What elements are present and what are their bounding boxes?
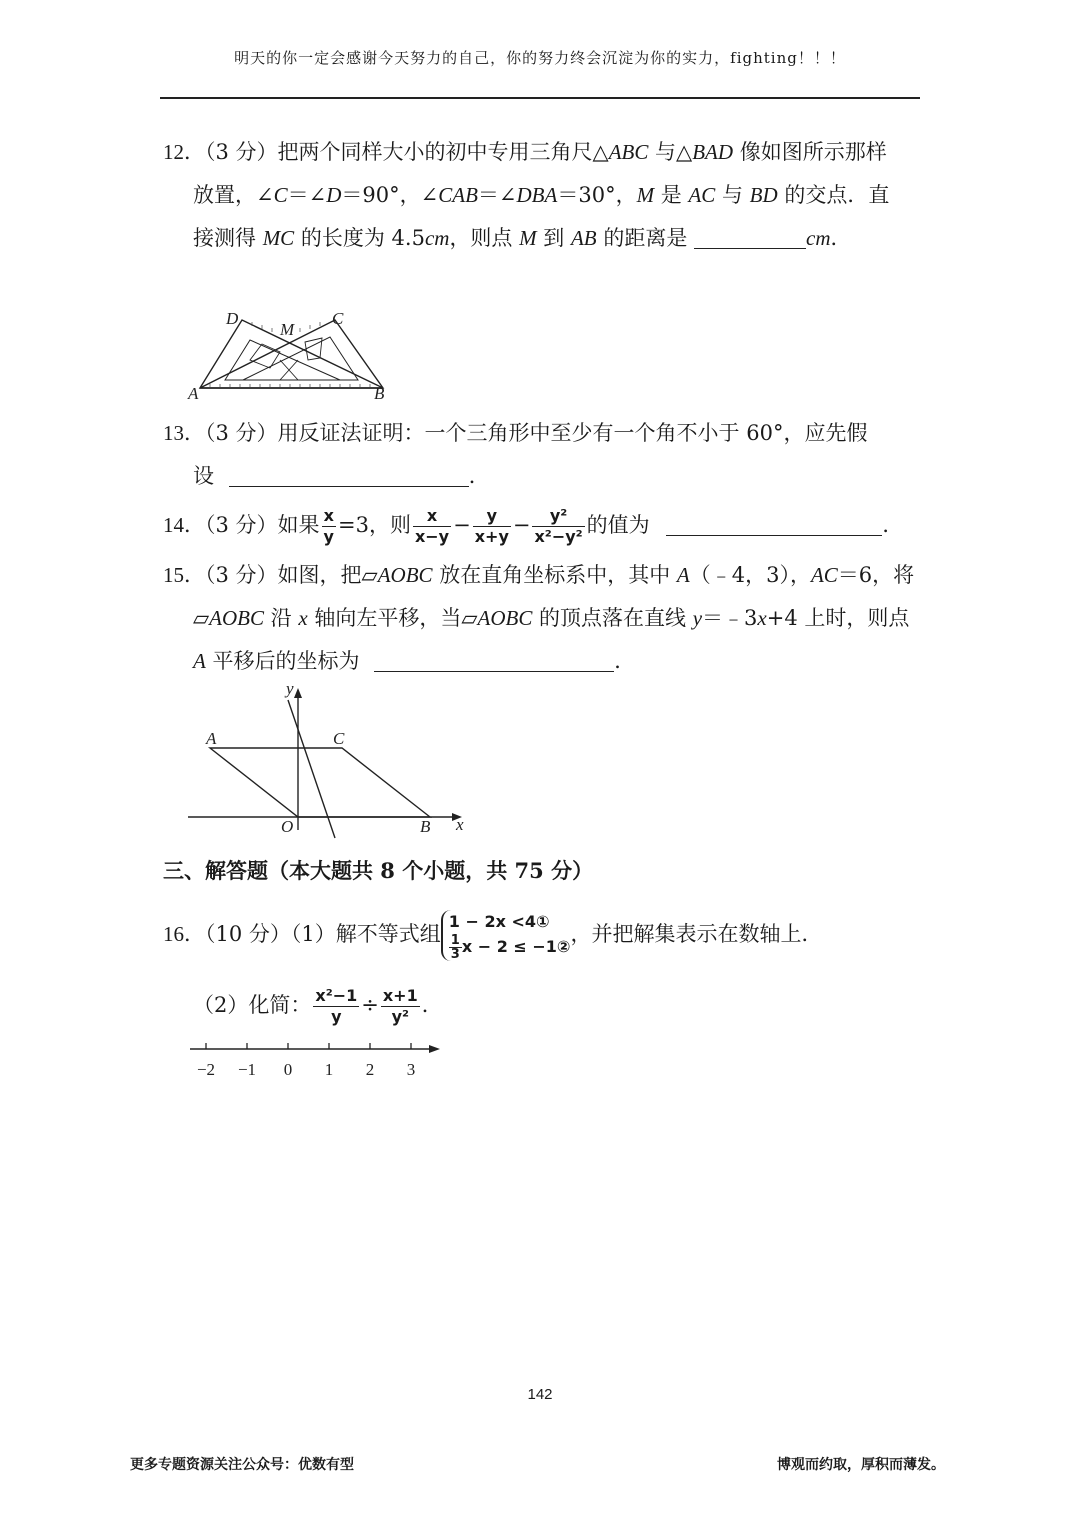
q14-operator: −: [453, 513, 471, 537]
q16-line1: [163, 905, 822, 963]
q14-text: 如果: [277, 513, 320, 537]
q12-var: D: [326, 183, 342, 207]
q12-score: （3 分）: [205, 140, 278, 164]
q14-answer-blank[interactable]: [666, 513, 882, 536]
fraction-denominator: 3: [450, 947, 460, 962]
q12-var: M: [519, 226, 537, 250]
fraction-2: [473, 506, 511, 547]
label-c: C: [332, 309, 344, 328]
fraction-numerator: 1: [450, 933, 460, 948]
q12-text: 到: [536, 226, 571, 250]
q15-var: AOBC: [209, 606, 264, 630]
fraction-x-over-y: [322, 506, 336, 547]
q12-unit: cm: [424, 226, 450, 250]
triangle-bad: BAD: [692, 140, 734, 164]
q15-text: ＝6，将: [837, 563, 915, 587]
q12-text: 是: [654, 183, 689, 207]
q12-var: C: [273, 183, 288, 207]
label-c: C: [333, 729, 345, 748]
q15-line2: [193, 604, 909, 632]
q13-score: （3 分）: [205, 421, 278, 445]
q12-text: 像如图所示那样: [733, 140, 887, 164]
q15-line1: [163, 561, 914, 589]
fraction-denominator: x²−y²: [534, 527, 583, 546]
label-y: y: [286, 680, 294, 698]
q15-text: ．: [614, 649, 636, 673]
q15-var: A: [193, 649, 206, 673]
q12-var: BD: [749, 183, 778, 207]
q15-text: 放在直角坐标系中，其中: [432, 563, 677, 587]
q14-text: ．: [882, 513, 904, 537]
q15-var: AOBC: [377, 563, 433, 587]
triangle-abc: ABC: [608, 140, 649, 164]
q12-text: ，则点: [449, 226, 520, 250]
q12-var: AC: [688, 183, 716, 207]
q12-line2: [193, 181, 889, 209]
q15-text: 沿: [263, 606, 299, 630]
q12-text: 与: [715, 183, 750, 207]
header-motto: 明天的你一定会感谢今天努力的自己，你的努力终会沉淀为你的实力，fighting！！！: [234, 49, 846, 67]
fraction-denominator: y: [331, 1007, 342, 1026]
q15-answer-blank[interactable]: [374, 649, 614, 672]
fraction-numerator: x²−1: [315, 986, 358, 1005]
fraction-one-third: [449, 934, 462, 961]
q12-set-squares-figure: [180, 300, 410, 410]
footer-left: 更多专题资源关注公众号：优数有型: [130, 1457, 354, 1473]
q15-score: （3 分）: [205, 563, 278, 587]
q13-line2: [193, 462, 490, 490]
q15-line3: [193, 647, 635, 675]
number-line-tick-label: −2: [196, 1060, 216, 1079]
footer-right: 博观而约取，厚积而薄发。: [777, 1457, 945, 1473]
q13-line1: [163, 419, 867, 447]
q12-text: ＝30°，: [557, 183, 637, 207]
q12-unit: cm: [806, 226, 831, 250]
q12-var: MC: [262, 226, 295, 250]
q12-answer-blank[interactable]: [694, 226, 806, 249]
q15-text: （﹣4，3），: [689, 563, 811, 587]
number-line-tick-label: 3: [406, 1060, 416, 1079]
q15-var: A: [676, 563, 690, 587]
fraction-x2-1-over-y: [313, 986, 359, 1027]
fraction-numerator: x+1: [382, 986, 418, 1005]
q12-var: DBA: [516, 183, 558, 207]
q14-text: 的值为: [586, 513, 650, 537]
q12-var: CAB: [438, 183, 478, 207]
q12-text: 放置，∠: [193, 183, 274, 207]
q15-var: y: [692, 606, 703, 630]
q13-text: 用反证法证明：一个三角形中至少有一个角不小于 60°，应先假: [277, 421, 868, 445]
q15-text: +4 上时，则点: [766, 606, 910, 630]
fraction-x-plus-1-over-y2: [381, 986, 420, 1027]
q16-text: （1）解不等式组: [290, 922, 441, 946]
label-o: O: [281, 817, 294, 836]
inequality-system: [441, 910, 571, 961]
inequality-2: [449, 934, 571, 961]
q14-number: 14．: [163, 513, 205, 537]
number-line-tick-label: −1: [237, 1060, 257, 1079]
q12-text: ＝∠: [477, 183, 517, 207]
q12-var: AB: [570, 226, 597, 250]
q15-var: x: [757, 606, 767, 630]
q13-text: 设: [193, 464, 214, 488]
q13-text: ．: [468, 464, 490, 488]
label-m: M: [280, 320, 295, 339]
fraction-numerator: y²: [532, 506, 584, 527]
label-a: A: [188, 384, 199, 403]
fraction-denominator: y²: [391, 1007, 409, 1026]
q12-text: 把两个同样大小的初中专用三角尺△: [277, 140, 609, 164]
q16-line2: [193, 980, 443, 1030]
q15-var: x: [298, 606, 308, 630]
fraction-1: [413, 506, 451, 547]
label-a: A: [206, 729, 217, 748]
q15-text: 的顶点落在直线: [532, 606, 693, 630]
q15-text: 如图，把▱: [277, 563, 378, 587]
q16-text: （2）化简：: [193, 993, 312, 1017]
q14-score: （3 分）: [205, 513, 278, 537]
label-d: D: [226, 309, 239, 328]
page-number: 142: [527, 1386, 553, 1403]
q15-text: 平移后的坐标为: [205, 649, 360, 673]
label-b: B: [420, 817, 431, 836]
number-line-tick-label: 2: [365, 1060, 375, 1079]
q15-text: ＝﹣3: [702, 606, 758, 630]
y-axis-arrow-icon: [294, 688, 302, 698]
q12-text: 的距离是: [596, 226, 694, 250]
q15-var: AC: [810, 563, 838, 587]
q13-answer-blank[interactable]: [229, 464, 469, 487]
q15-number: 15．: [163, 563, 205, 587]
inequality-1: 1 − 2x <4①: [448, 912, 550, 931]
fraction-denominator: x−y: [414, 527, 450, 546]
label-x: x: [456, 815, 464, 834]
fraction-numerator: y: [473, 506, 511, 527]
q14-text: =3，则: [337, 513, 411, 537]
number-line-tick-label: 1: [324, 1060, 334, 1079]
fraction-denominator: y: [323, 527, 334, 546]
q12-text: ．: [830, 226, 852, 250]
number-line[interactable]: [180, 1036, 450, 1086]
q16-number: 16．: [163, 922, 205, 946]
q12-line3: [193, 224, 852, 252]
fraction-numerator: x: [413, 506, 451, 527]
q12-text: ＝∠: [287, 183, 327, 207]
q12-text: ＝90°，∠: [341, 183, 439, 207]
header-divider: [160, 97, 920, 99]
q12-text: 的交点．直: [777, 183, 890, 207]
inequality-2-rest: x − 2 ≤ −1②: [461, 937, 571, 956]
q12-number: 12．: [163, 140, 205, 164]
q16-text: ，并把解集表示在数轴上．: [570, 922, 823, 946]
q12-text: 的长度为 4.5: [294, 226, 425, 250]
q14-line: [163, 505, 903, 547]
section3-title: 三、解答题（本大题共 8 个小题，共 75 分）: [163, 858, 594, 883]
q15-coordinate-figure: [180, 680, 480, 840]
fraction-3: [532, 506, 584, 547]
q15-text: 轴向左平移，当▱: [307, 606, 478, 630]
q16-text: ．: [421, 993, 443, 1017]
q13-number: 13．: [163, 421, 205, 445]
q12-text: 与△: [648, 140, 693, 164]
q15-text: ▱: [193, 606, 210, 630]
fraction-numerator: x: [322, 506, 336, 527]
q12-var: M: [636, 183, 655, 207]
label-b: B: [374, 384, 385, 403]
parallelogram-aobc: [210, 748, 430, 817]
q12-line1: [163, 138, 887, 166]
q15-var: AOBC: [477, 606, 533, 630]
number-line-arrow-icon: [429, 1045, 440, 1053]
q16-score: （10 分）: [205, 922, 291, 946]
fraction-denominator: x+y: [474, 527, 509, 546]
q16-operator: ÷: [361, 993, 379, 1017]
q12-text: 接测得: [193, 226, 263, 250]
number-line-tick-label: 0: [283, 1060, 293, 1079]
inner-cutout-2: [243, 337, 358, 380]
q14-operator: −: [512, 513, 531, 537]
